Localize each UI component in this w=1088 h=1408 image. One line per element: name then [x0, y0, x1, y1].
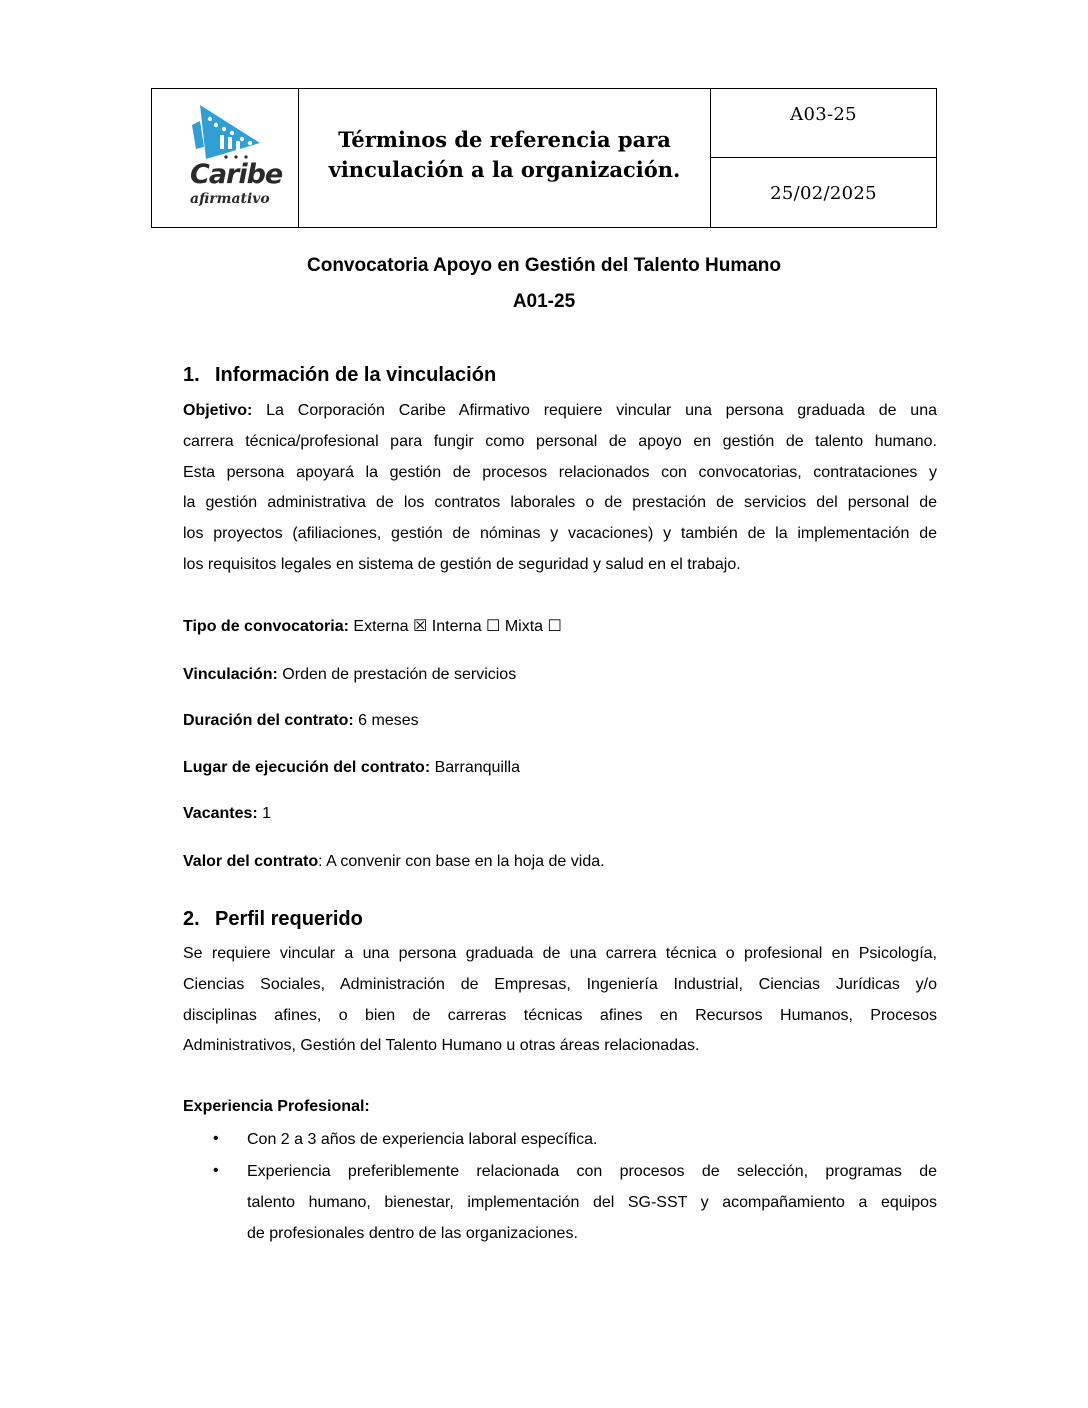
document-code-cell [711, 89, 936, 158]
field-vacantes [183, 805, 271, 823]
objective-line: los proyectos (afiliaciones, gestión de nóminas y vacaciones) y también de la implementación de [183, 525, 937, 543]
objective-text: La Corporación Caribe Afirmativo requiere vincular una persona graduada de una [266, 402, 937, 419]
bullet-line: Con 2 a 3 años de experiencia laboral específica. [247, 1131, 598, 1148]
bullet-icon: • [213, 1130, 219, 1147]
header-title-cell [299, 89, 711, 227]
objective-paragraph [183, 396, 937, 581]
field-value: 1 [262, 805, 272, 822]
bullet-line: de profesionales dentro de las organizaciones. [247, 1224, 578, 1242]
document-date-cell [711, 159, 936, 227]
section-1-number: 1. [183, 364, 200, 386]
field-label: Vinculación: [183, 666, 278, 683]
header-title-line-1: Términos de referencia para [338, 127, 671, 152]
document-date: 25/02/2025 [770, 182, 877, 204]
field-valor [183, 853, 605, 871]
field-vinculacion [183, 666, 516, 684]
field-value: : A convenir con base en la hoja de vida. [318, 853, 605, 870]
section-2-heading [183, 908, 363, 931]
field-value: Barranquilla [434, 759, 520, 776]
field-lugar [183, 759, 520, 777]
field-value: 6 meses [358, 712, 419, 729]
profile-line: Ciencias Sociales, Administración de Empresas, Ingeniería Industrial, Ciencias Jurídicas y/o [183, 975, 937, 993]
document-code: A03-25 [790, 103, 857, 125]
document-title: Convocatoria Apoyo en Gestión del Talento Humano [307, 255, 781, 276]
header-title-line-2: vinculación a la organización. [328, 157, 681, 182]
logo-cell [152, 89, 299, 227]
field-label: Lugar de ejecución del contrato: [183, 759, 431, 776]
objective-line: los requisitos legales en sistema de gestión de seguridad y salud en el trabajo. [183, 555, 741, 573]
field-duracion [183, 712, 419, 730]
experience-heading [183, 1098, 370, 1116]
section-1-heading [183, 364, 496, 387]
field-label: Vacantes: [183, 805, 258, 822]
header-title [329, 125, 681, 185]
caribe-afirmativo-logo [186, 103, 283, 207]
field-label: Duración del contrato: [183, 712, 354, 729]
objective-line: carrera técnica/profesional para fungir como personal de apoyo en gestión de talento humano. [183, 432, 937, 450]
header-meta-cell [711, 89, 936, 227]
objective-line: la gestión administrativa de los contratos laborales o de prestación de servicios del personal de [183, 494, 937, 512]
field-value: Externa ☒ Interna ☐ Mixta ☐ [353, 618, 562, 635]
profile-line: Se requiere vincular a una persona graduada de una carrera técnica o profesional en Psicología, [183, 945, 937, 962]
section-2-number: 2. [183, 908, 200, 930]
objective-line: Esta persona apoyará la gestión de procesos relacionados con convocatorias, contrataciones y [183, 463, 937, 481]
bullet-icon: • [213, 1162, 219, 1179]
document-subtitle: A01-25 [512, 291, 576, 312]
header-table [151, 88, 937, 228]
logo-triangle-icon [186, 103, 270, 163]
bullet-line: talento humano, bienestar, implementación del SG-SST y acompañamiento a equipos [247, 1193, 937, 1211]
field-label: Valor del contrato [183, 853, 319, 870]
objective-label: Objetivo: [183, 402, 253, 419]
bullet-item [247, 1157, 937, 1249]
logo-wordmark: Caribe [190, 159, 283, 190]
logo-subtitle: afirmativo [190, 191, 270, 207]
field-tipo-convocatoria [183, 616, 562, 636]
bullet-item [247, 1125, 937, 1156]
objective-line [183, 396, 937, 427]
section-1-title: Información de la vinculación [215, 364, 497, 386]
profile-line: disciplinas afines, o bien de carreras técnicas afines en Recursos Humanos, Procesos [183, 1006, 937, 1024]
profile-line: Administrativos, Gestión del Talento Humano u otras áreas relacionadas. [183, 1037, 700, 1055]
section-2-title: Perfil requerido [215, 908, 363, 930]
field-value: Orden de prestación de servicios [282, 666, 517, 683]
profile-paragraph [183, 939, 937, 1062]
field-label: Tipo de convocatoria: [183, 618, 349, 635]
experience-label: Experiencia Profesional: [183, 1098, 370, 1115]
bullet-line: Experiencia preferiblemente relacionada con procesos de selección, programas de [247, 1163, 937, 1180]
